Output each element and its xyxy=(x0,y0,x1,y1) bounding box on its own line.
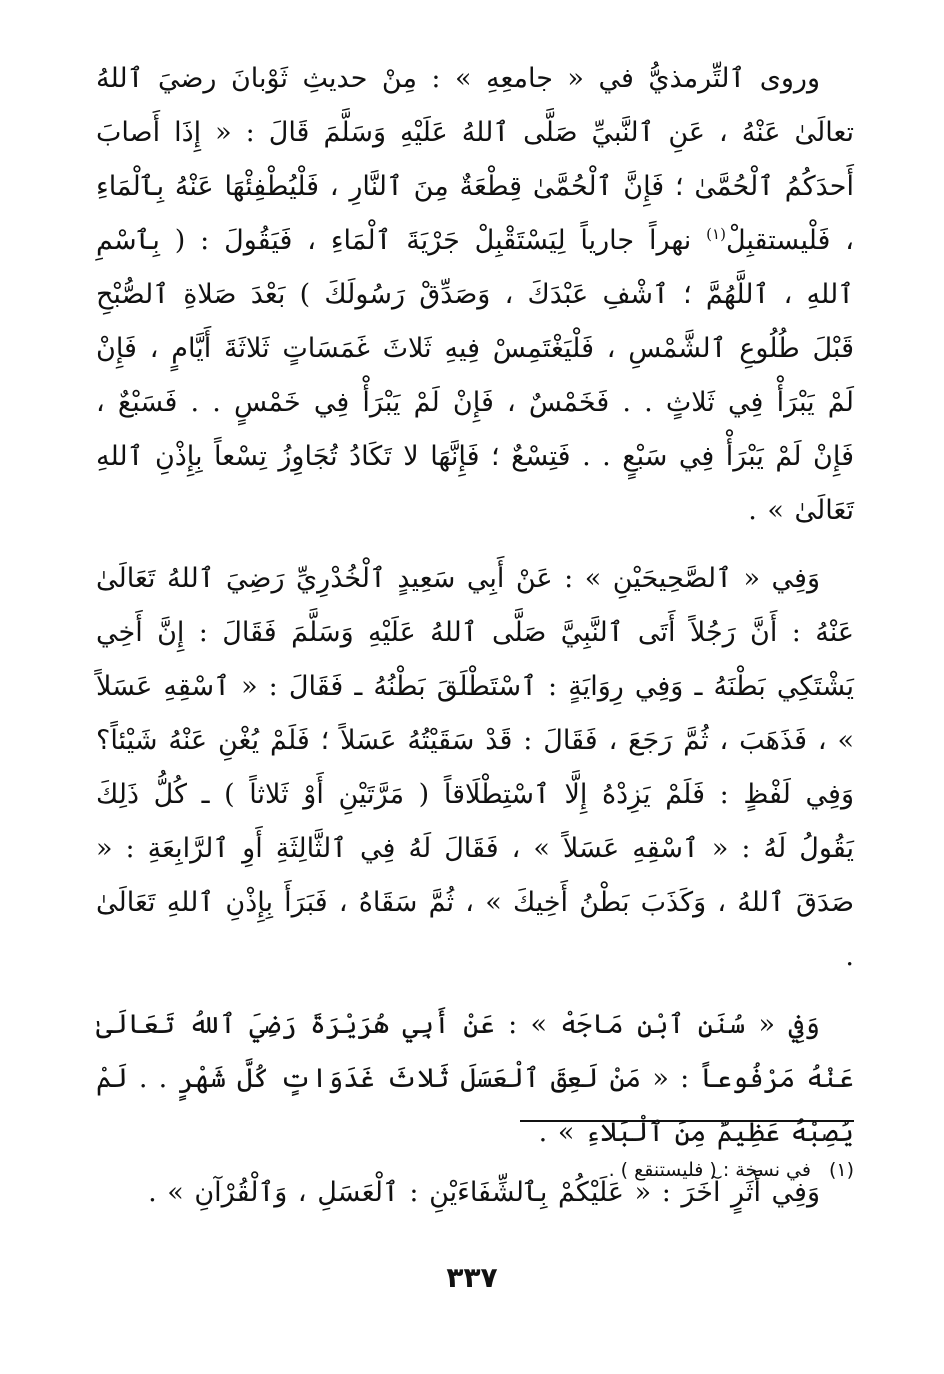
footnote-number: (١) xyxy=(828,1159,854,1181)
footnote-divider xyxy=(520,1120,854,1122)
paragraph-text: نهراً جارياً لِيَسْتَقْبِلْ جَرْيَةَ ٱلْمَاءِ ، فَيَقُولَ : ( بِٱسْمِ ٱللهِ ، ٱللَّهُمَّ ؛ ٱشْفِ عَبْدَكَ ، وَصَدِّقْ رَسُولَكَ ) بَعْدَ صَلاةِ ٱلصُّبْحِ قَبْلَ طُلُوعِ ٱلشَّمْسِ ، فَلْيَغْتَمِسْ فِيهِ ثَلاثَ غَمَسَاتٍ ثَلاثَةَ أَيَّامٍ ، فَإِنْ لَمْ يَبْرَأْ فِي ثَلاثٍ . . فَخَمْسٌ ، فَإِنْ لَمْ يَبْرَأْ فِي خَمْسٍ . . فَسَبْعٌ ، فَإِنْ لَمْ يَبْرَأْ فِي سَبْعٍ . . فَتِسْعٌ ؛ فَإِنَّهَا لا تَكَادُ تُجَاوِزُ تِسْعاً بِإِذْنِ ٱللهِ تَعَالَىٰ » . xyxy=(96,225,854,526)
page-body xyxy=(96,52,854,1234)
paragraph-athar: وَفِي أَثَرٍ آخَرَ : « عَلَيْكُمْ بِٱلشِّفَاءَيْنِ : ٱلْعَسَلِ ، وَٱلْقُرْآنِ » . xyxy=(148,1177,820,1208)
paragraph-text: وروى ٱلتِّرمذيُّ في « جامعِهِ » : مِنْ حديثِ ثَوْبانَ رضيَ ٱللهُ تعالَىٰ عَنْهُ ، عَنِ ٱلنَّبيِّ صَلَّى ٱللهُ عَلَيْهِ وَسَلَّمَ قَالَ : « إِذَا أَصابَ أَحدَكُمُ ٱلْحُمَّىٰ ؛ فَإِنَّ ٱلْحُمَّىٰ قِطْعَةٌ مِنَ ٱلنَّارِ ، فَلْيُطْفِئْهَا عَنْهُ بِٱلْمَاءِ ، فَلْيستقبِلْ xyxy=(96,63,855,256)
paragraph-tirmidhi-hadith xyxy=(96,52,854,538)
paragraph-ibn-majah-hadith: وَفِي « سُنَنِ ٱبْنِ مَاجَهْ » : عَنْ أَبِي هُرَيْرَةَ رَضِيَ ٱللهُ تَعَالَىٰ عَنْهُ مَرْفُوعاً : « مَنْ لَعِقَ ٱلْعَسَلَ ثَلاثَ غَدَوَاتٍ كُلَّ شَهْرٍ . . لَمْ يُصِبْهُ عَظِيمٌ مِنَ ٱلْبَلاءِ » . xyxy=(96,1009,854,1148)
footnote-reference[interactable]: (١) xyxy=(706,225,726,243)
paragraph-sahihayn-hadith: وَفِي « ٱلصَّحِيحَيْنِ » : عَنْ أَبِي سَعِيدٍ ٱلْخُدْرِيِّ رَضِيَ ٱللهُ تَعَالَىٰ عَنْهُ : أَنَّ رَجُلاً أَتَى ٱلنَّبِيَّ صَلَّى ٱللهُ عَلَيْهِ وَسَلَّمَ فَقَالَ : إِنَّ أَخِي يَشْتَكِي بَطْنَهُ ـ وَفِي رِوَايَةٍ : ٱسْتَطْلَقَ بَطْنُهُ ـ فَقَالَ : « ٱسْقِهِ عَسَلاً » ، فَذَهَبَ ، ثُمَّ رَجَعَ ، فَقَالَ : قَدْ سَقَيْتُهُ عَسَلاً ؛ فَلَمْ يُغْنِ عَنْهُ شَيْئاً؟ وَفِي لَفْظٍ : فَلَمْ يَزِدْهُ إِلَّا ٱسْتِطْلَاقاً ( مَرَّتَيْنِ أَوْ ثَلاثاً ) ـ كُلُّ ذَلِكَ يَقُولُ لَهُ : « ٱسْقِهِ عَسَلاً » ، فَقَالَ لَهُ فِي ٱلثَّالِثَةِ أَوِ ٱلرَّابِعَةِ : « صَدَقَ ٱللهُ ، وَكَذَبَ بَطْنُ أَخِيكَ » ، ثُمَّ سَقَاهُ ، فَبَرَأَ بِإِذْنِ ٱللهِ تَعَالَىٰ . xyxy=(96,563,854,972)
footnote xyxy=(96,1150,854,1190)
page-number: ٣٣٧ xyxy=(446,1261,498,1294)
footnote-text: في نسخة : ( فليستنقع ) . xyxy=(608,1159,811,1181)
